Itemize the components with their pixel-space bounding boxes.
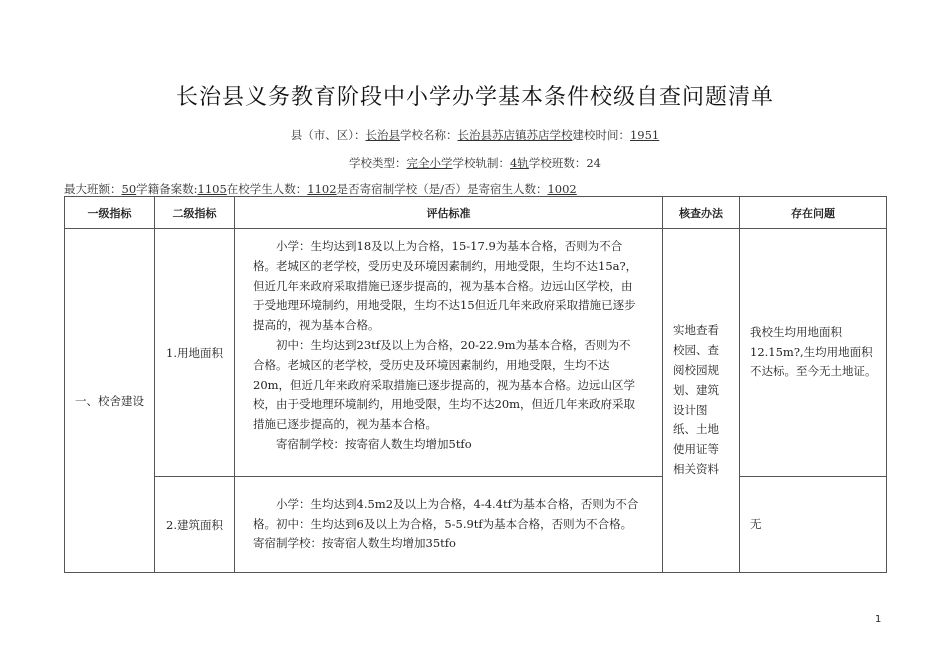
school-info-line-2 (0, 155, 950, 171)
boarders-value: 1002 (547, 182, 577, 196)
school-type-label: 学校类型： (349, 156, 407, 170)
header-level1: 一级指标 (65, 197, 155, 229)
criteria-paragraph: 寄宿制学校：按寄宿人数生均增加5tfo (276, 436, 472, 451)
page-number: 1 (875, 614, 882, 625)
school-type-value: 完全小学 (406, 156, 453, 170)
school-name-value: 长治县苏店镇苏店学校 (457, 128, 573, 142)
inspection-table (64, 196, 887, 573)
header-issue: 存在问题 (740, 197, 887, 229)
boarding-label: 是否寄宿制学校（是/否） (336, 182, 467, 196)
boarders-label: 是寄宿生人数： (466, 182, 548, 196)
system-value: 4轨 (510, 156, 529, 170)
school-info-line-1 (0, 127, 950, 143)
issue-cell: 我校生均用地面积12.15m?,生均用地面积不达标。至今无土地证。 (740, 229, 887, 477)
header-criteria: 评估标准 (235, 197, 663, 229)
issue-cell: 无 (740, 477, 887, 573)
criteria-cell (235, 229, 663, 477)
table-row (65, 477, 887, 573)
max-class-value: 50 (121, 182, 137, 196)
founded-label: 建校时间： (572, 128, 630, 142)
max-class-label: 最大班额： (64, 182, 122, 196)
level2-cell: 2.建筑面积 (155, 477, 235, 573)
school-info-line-3 (64, 181, 577, 197)
students-label: 在校学生人数： (226, 182, 308, 196)
criteria-cell (235, 477, 663, 573)
system-label: 学校轨制： (452, 156, 511, 170)
school-name-label: 学校名称： (399, 128, 458, 142)
records-label: 学籍备案数: (136, 182, 198, 196)
criteria-paragraph: 初中：生均达到23tf及以上为合格，20-22.9m为基本合格，否则为不合格。老城区的老学校，受历史及环境因素制约，用地受限，生均不达20m，但近几年来政府采取措施已逐步提高的，视为基本合格。边远山区学校，由于受地理环境制约，用地受限，生均不达20m，但近几年来政府采取措施已逐步提高的，视为基本合格。 (253, 337, 636, 432)
method-cell: 实地查看校园、查阅校园规划、建筑设计图纸、土地使用证等相关资料 (663, 229, 740, 573)
classes-label: 学校班数：24 (528, 156, 601, 170)
level2-cell: 1.用地面积 (155, 229, 235, 477)
records-value: 1105 (197, 182, 227, 196)
table-row (65, 229, 887, 477)
header-method: 核查办法 (663, 197, 740, 229)
header-level2: 二级指标 (155, 197, 235, 229)
document-title: 长治县义务教育阶段中小学办学基本条件校级自查问题清单 (175, 85, 774, 110)
criteria-paragraph: 小学：生均达到18及以上为合格，15-17.9为基本合格，否则为不合格。老城区的老学校，受历史及环境因素制约，用地受限，生均不达15a?，但近几年来政府采取措施已逐步提高的，视为基本合格。边远山区学校，由于受地理环境制约，用地受限，生均不达15但近几年来政府采取措施已逐步提高的，视为基本合格。 (253, 239, 638, 333)
county-value: 长治县 (365, 128, 400, 142)
table-header-row (65, 197, 887, 229)
students-value: 1102 (307, 182, 337, 196)
level1-cell: 一、校舍建设 (65, 229, 155, 573)
county-label: 县（市、区）： (290, 128, 366, 142)
founded-value: 1951 (629, 128, 660, 142)
criteria-paragraph: 小学：生均达到4.5m2及以上为合格，4-4.4tf为基本合格，否则为不合格。初中：生均达到6及以上为合格，5-5.9tf为基本合格，否则为不合格。寄宿制学校：按寄宿人数生均增加35tfo (253, 496, 639, 551)
